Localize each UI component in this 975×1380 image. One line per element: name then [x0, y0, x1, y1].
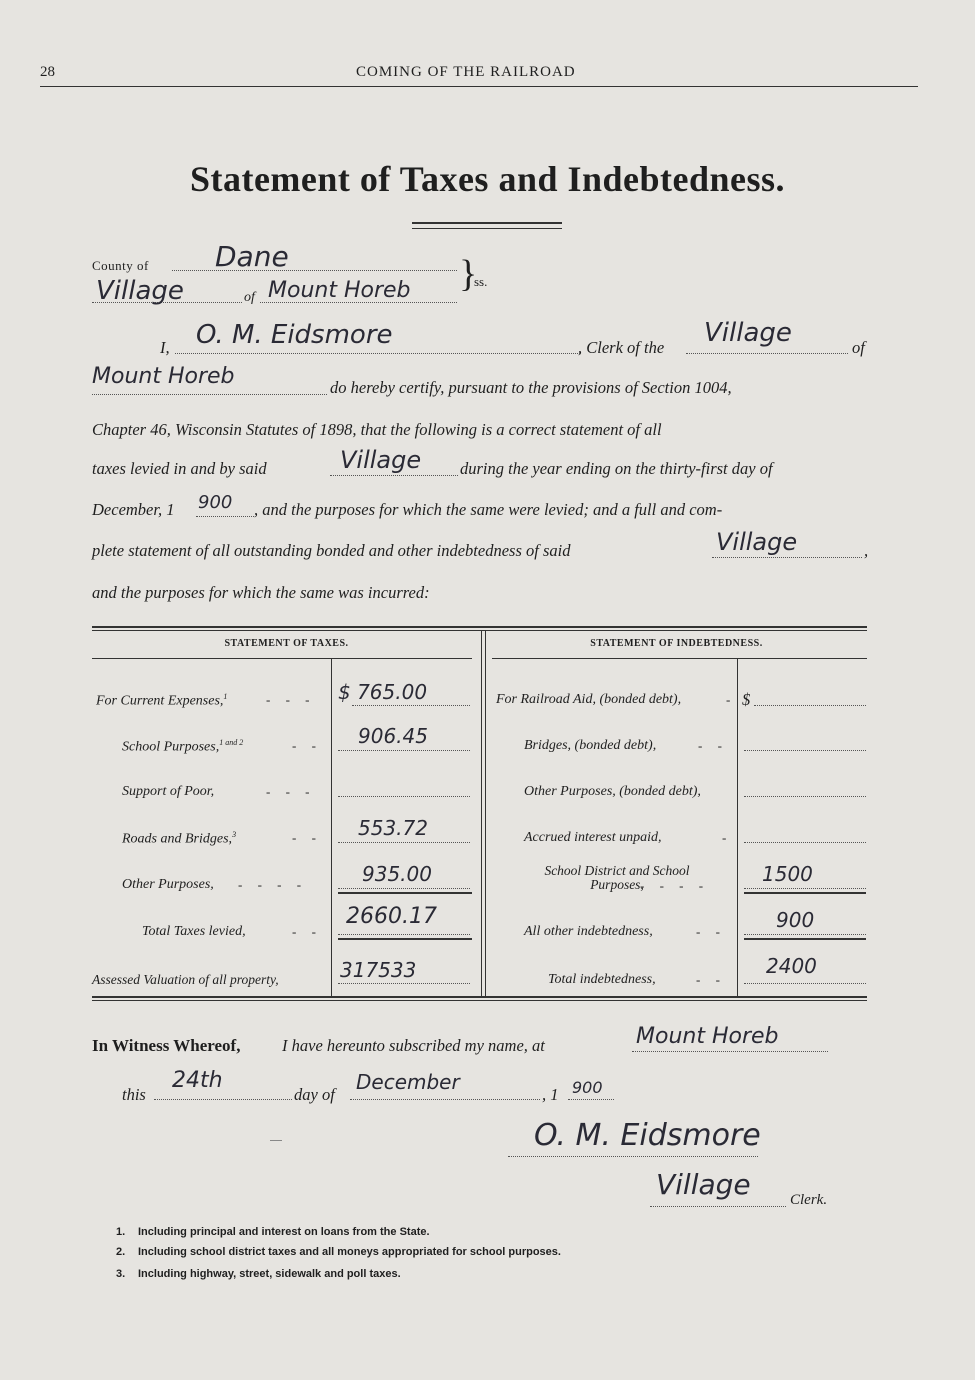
value-line: [754, 705, 866, 706]
value-line: [744, 750, 866, 751]
place-handwriting-2: Mount Horeb: [92, 364, 235, 389]
place-handwriting: Mount Horeb: [268, 278, 411, 303]
header-rule: [40, 86, 918, 87]
of-end-label: of: [852, 338, 865, 357]
value-line: [338, 796, 470, 797]
tax-value-handwriting: 906.45: [358, 724, 428, 748]
value-line: [744, 796, 866, 797]
office-signature-handwriting: Village: [656, 1168, 751, 1201]
value-line: [338, 983, 470, 984]
said-village-line: [330, 475, 458, 476]
tax-row-label: Support of Poor,: [122, 784, 215, 799]
witness-year-handwriting: 900: [572, 1078, 603, 1097]
table-bottom-rule: [92, 996, 867, 998]
tax-value-handwriting: 935.00: [362, 862, 432, 886]
leader-dashes: - -: [292, 830, 322, 845]
year-prefix: , 1: [542, 1085, 559, 1104]
body-line-3-tail: during the year ending on the thirty-first day of: [460, 459, 773, 478]
leader-dashes: - - - -: [640, 878, 710, 893]
footnote-text: Including principal and interest on loans from the State.: [138, 1226, 430, 1238]
witness-text: I have hereunto subscribed my name, at: [282, 1036, 545, 1055]
running-title: COMING OF THE RAILROAD: [356, 64, 576, 80]
place-line-2: [92, 394, 327, 395]
indebtedness-value-column-rule: [737, 659, 738, 996]
body-line-3-head: taxes levied in and by said: [92, 459, 267, 478]
office-signature-line: [650, 1206, 786, 1207]
debt-row-label: Other Purposes, (bonded debt),: [524, 784, 701, 799]
month-line: [350, 1099, 540, 1100]
tax-value-handwriting: $ 765.00: [338, 680, 428, 704]
footnote-text: Including highway, street, sidewalk and poll taxes.: [138, 1268, 401, 1280]
body-line-2: Chapter 46, Wisconsin Statutes of 1898, that the following is a correct statement of all: [92, 420, 662, 439]
ss-label: ss.: [474, 274, 488, 289]
leader-dashes: - - -: [266, 784, 316, 799]
this-label: this: [122, 1085, 146, 1104]
debt-value-handwriting: 900: [776, 908, 815, 932]
body-line-1: do hereby certify, pursuant to the provisions of Section 1004,: [330, 378, 732, 397]
body-line-4-head: December, 1: [92, 500, 175, 519]
county-handwriting: Dane: [215, 240, 289, 273]
said-village-handwriting-2: Village: [716, 528, 798, 556]
office-handwriting: Village: [704, 318, 792, 348]
leader-dashes: - - -: [266, 692, 316, 707]
leader-dashes: - -: [292, 924, 322, 939]
taxes-heading-rule: [92, 658, 472, 659]
tax-row-label: Assessed Valuation of all property,: [92, 972, 279, 987]
year-handwriting: 900: [198, 492, 233, 513]
indebtedness-heading-rule: [492, 658, 867, 659]
value-line: [338, 888, 470, 889]
table-bottom-rule-2: [92, 1000, 867, 1001]
tax-value-handwriting: 2660.17: [346, 904, 437, 929]
page-number: 28: [40, 64, 55, 80]
leader-dashes: - -: [696, 924, 726, 939]
footnote-text: Including school district taxes and all moneys appropriated for school purposes.: [138, 1246, 561, 1258]
said-village-line-2: [712, 557, 862, 558]
of-label: of: [244, 290, 255, 305]
leader-dashes: -: [726, 692, 737, 707]
value-line: [744, 983, 866, 984]
witness-year-line: [568, 1099, 614, 1100]
value-line: [352, 705, 470, 706]
leader-dashes: - -: [292, 738, 322, 753]
signature-handwriting: O. M. Eidsmore: [534, 1118, 761, 1153]
said-village-handwriting: Village: [340, 446, 422, 474]
tax-value-handwriting: 317533: [340, 958, 417, 982]
debt-row-label: For Railroad Aid, (bonded debt),: [496, 692, 682, 707]
clerk-of-label: , Clerk of the: [578, 338, 665, 357]
debt-row-label: School District and School Purposes,: [544, 863, 690, 892]
body-line-6: and the purposes for which the same was incurred:: [92, 583, 430, 602]
leader-dashes: - -: [696, 972, 726, 987]
debt-row-label: Bridges, (bonded debt),: [524, 738, 657, 753]
debt-row-label: Total indebtedness,: [548, 972, 656, 987]
tax-row-label: For Current Expenses,$^1$: [96, 692, 228, 709]
leader-dashes: -: [722, 830, 733, 845]
document-title: Statement of Taxes and Indebtedness.: [189, 159, 786, 199]
signature-line: [508, 1156, 758, 1157]
tax-row-label: Roads and Bridges,$^3$: [122, 830, 237, 847]
body-line-5-head: plete statement of all outstanding bonded and other indebtedness of said: [92, 541, 571, 560]
sum-rule: [338, 892, 472, 894]
witness-place-handwriting: Mount Horeb: [636, 1024, 779, 1049]
debt-row-label: Accrued interest unpaid,: [524, 830, 662, 845]
value-line: [744, 842, 866, 843]
i-label: I,: [160, 338, 170, 357]
leader-dashes: - -: [698, 738, 728, 753]
footnote-number: 1.: [116, 1226, 126, 1238]
total-rule: [338, 938, 472, 940]
day-line: [154, 1099, 292, 1100]
village-handwriting: Village: [96, 276, 184, 306]
debt-value-handwriting: 2400: [766, 954, 817, 978]
tax-row-label: Other Purposes,: [122, 877, 214, 892]
table-top-rule: [92, 626, 867, 628]
clerk-name-handwriting: O. M. Eidsmore: [196, 320, 393, 350]
sum-rule: [744, 892, 866, 894]
total-rule: [744, 938, 866, 940]
day-handwriting: 24th: [172, 1068, 223, 1093]
tax-value-handwriting: 553.72: [358, 816, 428, 840]
tax-row-label: Total Taxes levied,: [142, 924, 246, 939]
value-line: [744, 934, 866, 935]
month-handwriting: December: [356, 1070, 460, 1094]
value-line: [338, 750, 470, 751]
witness-place-line: [632, 1051, 828, 1052]
clerk-name-line: [175, 353, 580, 354]
title-rule-thin: [412, 228, 562, 229]
witness-lead: In Witness Whereof,: [92, 1036, 241, 1055]
office-line: [686, 353, 848, 354]
indebtedness-heading: STATEMENT OF INDEBTEDNESS.: [590, 638, 763, 649]
footnote-number: 2.: [116, 1246, 126, 1258]
brace: }: [459, 253, 478, 295]
table-divider-left: [481, 630, 482, 996]
debt-value-dollar: $: [742, 690, 751, 709]
body-line-4-tail: , and the purposes for which the same were levied; and a full and com-: [254, 500, 723, 519]
day-of-label: day of: [294, 1085, 335, 1104]
footnote-number: 3.: [116, 1268, 126, 1280]
year-line: [196, 516, 254, 517]
value-line: [744, 888, 866, 889]
value-line: [338, 934, 470, 935]
value-line: [338, 842, 470, 843]
taxes-value-column-rule: [331, 659, 332, 996]
table-divider-right: [485, 630, 486, 996]
debt-row-label: All other indebtedness,: [524, 924, 653, 939]
taxes-heading: STATEMENT OF TAXES.: [224, 638, 349, 649]
title-rule: [412, 222, 562, 224]
stray-mark: [270, 1140, 282, 1141]
county-label: County of: [92, 258, 149, 273]
tax-row-label: School Purposes,$^{1 and 2}$: [122, 738, 244, 755]
clerk-label: Clerk.: [790, 1192, 828, 1208]
body-line-5-tail: ,: [864, 541, 869, 560]
table-top-rule-2: [92, 630, 867, 631]
leader-dashes: - - - -: [238, 877, 308, 892]
debt-value-handwriting: 1500: [762, 862, 813, 886]
